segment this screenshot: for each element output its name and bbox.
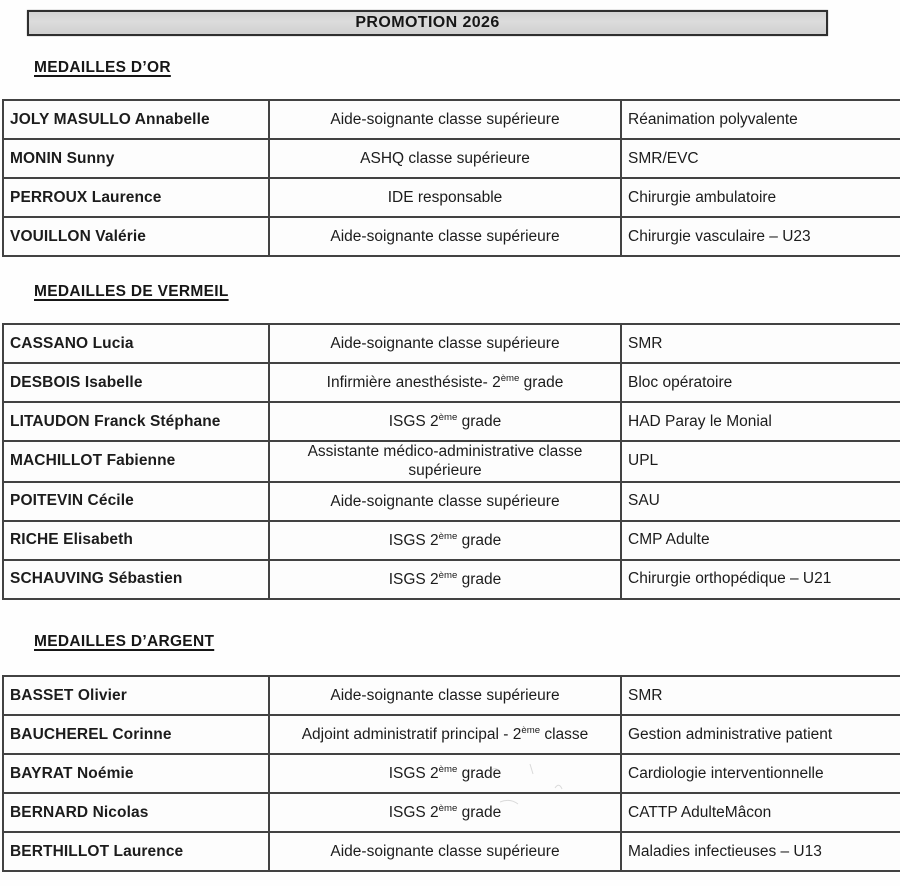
recipient-name: LITAUDON Franck Stéphane bbox=[3, 402, 269, 441]
vermeil-medals-table bbox=[2, 323, 900, 600]
grade-text: ISGS 2 bbox=[388, 764, 439, 782]
ordinal-superscript: ème bbox=[521, 724, 541, 736]
grade-cell bbox=[269, 441, 621, 482]
recipient-name: DESBOIS Isabelle bbox=[3, 363, 269, 402]
table-row bbox=[3, 217, 900, 256]
silver-medals-table bbox=[2, 675, 900, 872]
grade-text: grade bbox=[457, 570, 502, 588]
recipient-name: VOUILLON Valérie bbox=[3, 217, 269, 256]
grade-cell bbox=[269, 832, 621, 871]
recipient-name: MACHILLOT Fabienne bbox=[3, 441, 269, 482]
recipient-name: POITEVIN Cécile bbox=[3, 482, 269, 521]
grade-cell bbox=[269, 793, 621, 832]
grade-text: Infirmière anesthésiste- 2 bbox=[326, 373, 501, 391]
grade-cell bbox=[269, 324, 621, 363]
grade-cell bbox=[269, 754, 621, 793]
table-row bbox=[3, 441, 900, 482]
grade-text: grade bbox=[457, 764, 502, 782]
grade-text: grade bbox=[519, 373, 564, 391]
table-row bbox=[3, 560, 900, 599]
grade-cell bbox=[269, 482, 621, 521]
grade-cell bbox=[269, 715, 621, 754]
service-cell: SMR/EVC bbox=[621, 139, 900, 178]
grade-text: Adjoint administratif principal - 2 bbox=[301, 725, 522, 743]
grade-cell bbox=[269, 100, 621, 139]
grade-text: IDE responsable bbox=[387, 188, 503, 206]
service-cell: SAU bbox=[621, 482, 900, 521]
ordinal-superscript: ème bbox=[500, 372, 520, 384]
section-heading-vermeil: MEDAILLES DE VERMEIL bbox=[34, 283, 229, 300]
grade-text: grade bbox=[457, 803, 502, 821]
table-row bbox=[3, 363, 900, 402]
table-row bbox=[3, 521, 900, 560]
gold-medals-table bbox=[2, 99, 900, 257]
grade-text: ASHQ classe supérieure bbox=[360, 149, 530, 167]
recipient-name: CASSANO Lucia bbox=[3, 324, 269, 363]
service-cell: Bloc opératoire bbox=[621, 363, 900, 402]
service-cell: HAD Paray le Monial bbox=[621, 402, 900, 441]
grade-text: grade bbox=[457, 531, 502, 549]
table-row bbox=[3, 324, 900, 363]
grade-text: Aide-soignante classe supérieure bbox=[330, 492, 560, 510]
grade-text: classe bbox=[540, 725, 589, 743]
service-cell: Cardiologie interventionnelle bbox=[621, 754, 900, 793]
recipient-name: RICHE Elisabeth bbox=[3, 521, 269, 560]
grade-cell bbox=[269, 402, 621, 441]
grade-text: grade bbox=[457, 412, 502, 430]
recipient-name: SCHAUVING Sébastien bbox=[3, 560, 269, 599]
ordinal-superscript: ème bbox=[438, 802, 458, 814]
recipient-name: JOLY MASULLO Annabelle bbox=[3, 100, 269, 139]
grade-text: Aide-soignante classe supérieure bbox=[330, 334, 560, 352]
service-cell: Chirurgie vasculaire – U23 bbox=[621, 217, 900, 256]
grade-text: Aide-soignante classe supérieure bbox=[330, 686, 560, 704]
table-row bbox=[3, 715, 900, 754]
grade-text: ISGS 2 bbox=[388, 570, 439, 588]
recipient-name: BASSET Olivier bbox=[3, 676, 269, 715]
service-cell: Gestion administrative patient bbox=[621, 715, 900, 754]
table-row bbox=[3, 754, 900, 793]
recipient-name: BERTHILLOT Laurence bbox=[3, 832, 269, 871]
table-row bbox=[3, 178, 900, 217]
grade-text: Aide-soignante classe supérieure bbox=[330, 842, 560, 860]
section-heading-gold: MEDAILLES D’OR bbox=[34, 59, 171, 76]
grade-text: ISGS 2 bbox=[388, 531, 439, 549]
ordinal-superscript: ème bbox=[438, 530, 458, 542]
service-cell: Maladies infectieuses – U13 bbox=[621, 832, 900, 871]
recipient-name: MONIN Sunny bbox=[3, 139, 269, 178]
recipient-name: BAUCHEREL Corinne bbox=[3, 715, 269, 754]
service-cell: CATTP AdulteMâcon bbox=[621, 793, 900, 832]
service-cell: Chirurgie ambulatoire bbox=[621, 178, 900, 217]
table-row bbox=[3, 832, 900, 871]
ordinal-superscript: ème bbox=[438, 411, 458, 423]
service-cell: Réanimation polyvalente bbox=[621, 100, 900, 139]
grade-text: Assistante médico-administrative classe supérieure bbox=[307, 443, 583, 480]
table-row bbox=[3, 482, 900, 521]
grade-cell bbox=[269, 521, 621, 560]
ordinal-superscript: ème bbox=[438, 569, 458, 581]
grade-cell bbox=[269, 363, 621, 402]
table-row bbox=[3, 100, 900, 139]
grade-text: Aide-soignante classe supérieure bbox=[330, 227, 560, 245]
document-title: PROMOTION 2026 bbox=[27, 10, 828, 36]
table-row bbox=[3, 139, 900, 178]
service-cell: SMR bbox=[621, 676, 900, 715]
section-heading-silver: MEDAILLES D’ARGENT bbox=[34, 633, 215, 650]
ordinal-superscript: ème bbox=[438, 763, 458, 775]
grade-cell bbox=[269, 178, 621, 217]
grade-cell bbox=[269, 676, 621, 715]
recipient-name: BAYRAT Noémie bbox=[3, 754, 269, 793]
grade-text: ISGS 2 bbox=[388, 412, 439, 430]
grade-cell bbox=[269, 139, 621, 178]
recipient-name: BERNARD Nicolas bbox=[3, 793, 269, 832]
service-cell: SMR bbox=[621, 324, 900, 363]
grade-text: ISGS 2 bbox=[388, 803, 439, 821]
service-cell: CMP Adulte bbox=[621, 521, 900, 560]
table-row bbox=[3, 676, 900, 715]
recipient-name: PERROUX Laurence bbox=[3, 178, 269, 217]
table-row bbox=[3, 793, 900, 832]
grade-cell bbox=[269, 560, 621, 599]
service-cell: Chirurgie orthopédique – U21 bbox=[621, 560, 900, 599]
grade-text: Aide-soignante classe supérieure bbox=[330, 110, 560, 128]
table-row bbox=[3, 402, 900, 441]
grade-cell bbox=[269, 217, 621, 256]
service-cell: UPL bbox=[621, 441, 900, 482]
